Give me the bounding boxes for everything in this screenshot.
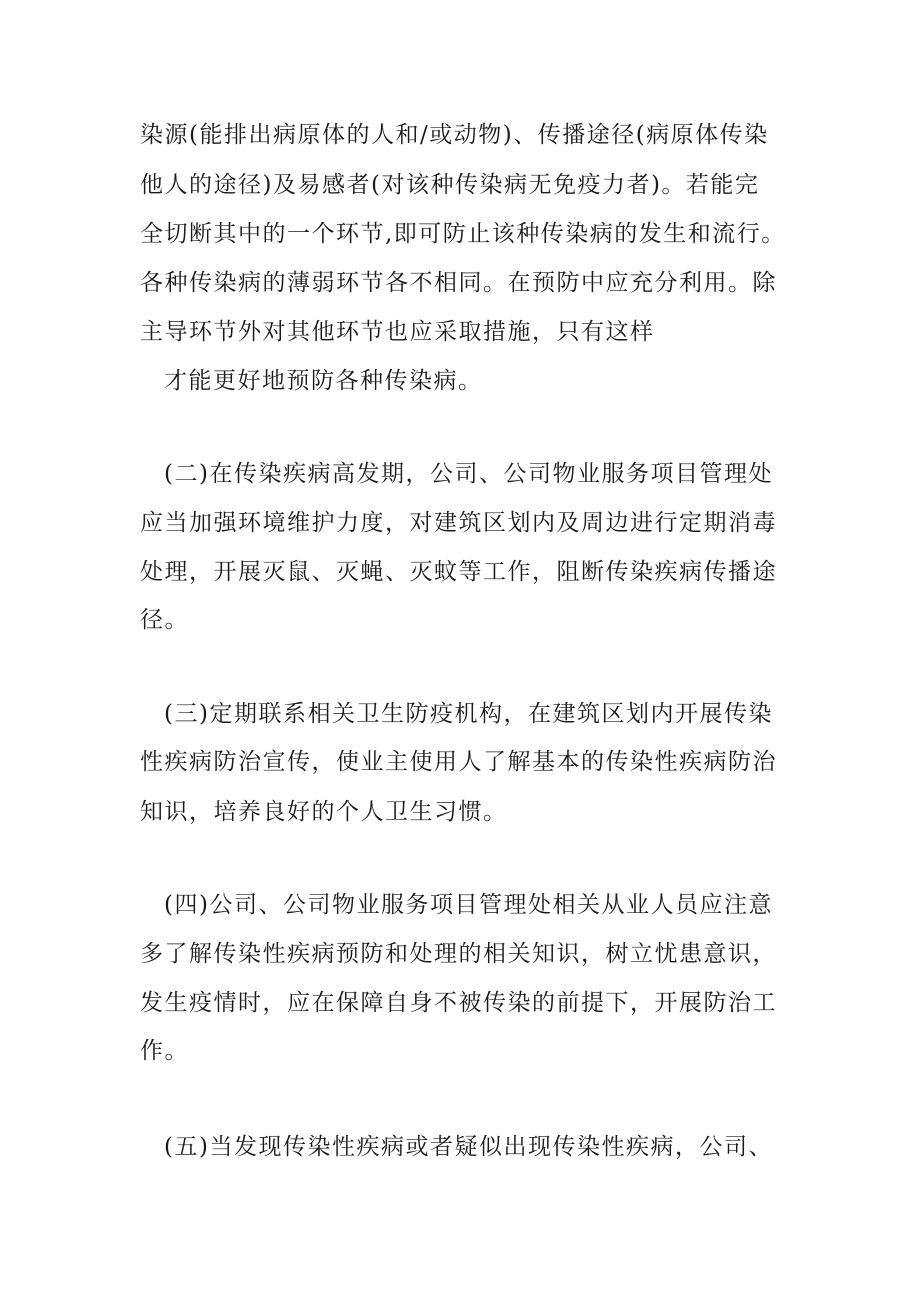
text-line: 才能更好地预防各种传染病。 [164,368,483,394]
text-line: (二)在传染疾病高发期，公司、公司物业服务项目管理处 [164,461,773,487]
text-line: 性疾病防治宣传，使业主使用人了解基本的传染性疾病防治 [140,749,777,775]
text-line: 知识，培养良好的个人卫生习惯。 [140,799,508,825]
text-line: 染源(能排出病原体的人和/或动物)、传播途径(病原体传染 [140,122,769,148]
text-line: 多了解传染性疾病预防和处理的相关知识，树立忧患意识， [140,941,777,967]
text-line: 发生疫情时，应在保障自身不被传染的前提下，开展防治工 [140,990,777,1016]
text-line: 主导环节外对其他环节也应采取措施，只有这样 [140,319,655,345]
text-line: 应当加强环境维护力度，对建筑区划内及周边进行定期消毒 [140,510,777,536]
text-line: 径。 [140,607,189,633]
text-line: 他人的途径)及易感者(对该种传染病无免疫力者)。若能完 [140,172,760,198]
text-line: 全切断其中的一个环节,即可防止该种传染病的发生和流行。 [140,221,786,247]
text-line: 处理，开展灭鼠、灭蝇、灭蚊等工作，阻断传染疾病传播途 [140,559,777,585]
text-line: (五)当发现传染性疾病或者疑似出现传染性疾病，公司、 [164,1134,773,1160]
text-line: (三)定期联系相关卫生防疫机构，在建筑区划内开展传染 [164,701,773,727]
text-line: (四)公司、公司物业服务项目管理处相关从业人员应注意 [164,892,773,918]
text-line: 各种传染病的薄弱环节各不相同。在预防中应充分利用。除 [140,270,777,296]
text-line: 作。 [140,1038,189,1064]
